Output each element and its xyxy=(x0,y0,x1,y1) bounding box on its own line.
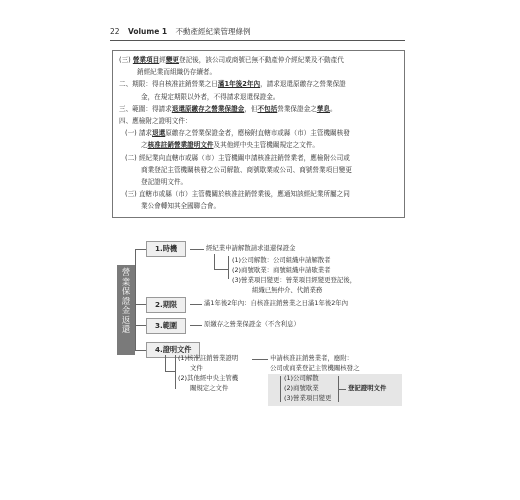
text-line xyxy=(141,140,319,151)
text-line xyxy=(141,201,220,212)
trunk-line xyxy=(135,249,136,350)
text-run: 四、應檢附之證明文件： xyxy=(119,117,192,125)
docs-right-heading-1: 申請核准註銷營業者，應附： xyxy=(270,354,354,362)
text-line xyxy=(119,116,192,127)
side-label-char: 返 xyxy=(121,315,131,326)
text-line xyxy=(125,189,350,200)
period-description: 滿1年後2年內：自核准註銷營業之日滿1年後2年內 xyxy=(204,299,349,307)
text-run: (三) 直轄市或縣（市）主管機關於核准註銷營業後，應通知該經紀業所屬之同 xyxy=(125,190,350,199)
volume-label: Volume 1 xyxy=(127,27,168,36)
node-period: 2.期限 xyxy=(146,297,186,313)
text-line xyxy=(119,55,344,66)
connector xyxy=(214,254,215,270)
timing-item-3: (3)營業項目變更：營業項目經變更登記後， xyxy=(232,276,357,284)
book-title: 不動產經紀業管理條例 xyxy=(175,27,251,36)
emphasized-text: 孳息 xyxy=(316,104,330,113)
docs-right-item-3: (3)營業項目變更 xyxy=(284,394,332,402)
node-scope: 3.範圍 xyxy=(146,318,186,334)
connector xyxy=(190,304,202,305)
connector xyxy=(252,359,268,360)
page-number: 22 xyxy=(110,27,120,36)
docs-right-item-2: (2)商號歇業 xyxy=(284,384,319,392)
docs-conclusion: 登記證明文件 xyxy=(348,384,387,392)
text-run: 及其他經中央主管機關規定之文件。 xyxy=(213,141,320,150)
connector xyxy=(165,371,175,372)
text-run: 之 xyxy=(141,141,148,150)
side-label-char: 業 xyxy=(121,277,131,288)
text-run: 業公會轉知其全國聯合會。 xyxy=(141,202,221,211)
connector xyxy=(165,355,166,372)
text-line xyxy=(125,128,350,139)
node-timing: 1.時機 xyxy=(146,241,186,257)
text-run: (三) xyxy=(119,56,133,64)
emphasized-text: 變更 xyxy=(165,56,179,64)
side-label-char: 證 xyxy=(121,296,131,307)
emphasized-text: 營業項目 xyxy=(132,56,160,64)
bracket xyxy=(228,256,229,279)
text-run: 登記後，該公司或商號已無不動產仲介經紀業及不動產代 xyxy=(179,56,344,64)
emphasized-text: 核准註銷營業證明文件 xyxy=(147,141,214,150)
text-run: 原繳存之營業保證金者，應檢附直轄市或縣（市）主管機關核發 xyxy=(165,129,350,138)
text-line xyxy=(119,104,337,115)
connector xyxy=(190,249,204,250)
text-run: 三、範圍：得請求 xyxy=(119,104,172,113)
text-line xyxy=(137,67,216,78)
text-run: 經 xyxy=(159,56,166,64)
provision-text-box xyxy=(112,50,405,218)
running-header xyxy=(110,26,251,37)
text-run: 營業保證金之 xyxy=(277,104,317,113)
text-line xyxy=(141,92,279,103)
text-run: 商業登記主管機關核發之公司解散、商號歇業或公司、商號營業項目變更 xyxy=(141,165,352,174)
docs-left-item-1-cont: 文件 xyxy=(190,364,203,372)
bracket xyxy=(280,376,281,402)
text-run: 二、期限：得自核准註銷營業之日 xyxy=(119,80,218,89)
text-run: (一) 請求 xyxy=(125,129,153,138)
diagram-side-label xyxy=(117,265,135,355)
emphasized-text: 不包括 xyxy=(257,104,278,113)
docs-left-item-2: (2)其他經中央主管機 xyxy=(178,374,239,382)
header-rule xyxy=(110,40,405,41)
emphasized-text: 退還原繳存之營業保證金 xyxy=(171,104,245,113)
text-line xyxy=(141,165,352,176)
side-label-char: 營 xyxy=(121,268,131,278)
scope-description: 原繳存之營業保證金（不含利息） xyxy=(204,320,300,328)
connector xyxy=(190,325,202,326)
text-run: 登記證明文件。 xyxy=(141,178,188,186)
text-run: 。 xyxy=(330,104,337,113)
connector xyxy=(214,269,228,270)
timing-description: 經紀業申請解散請求退還保證金 xyxy=(206,244,296,252)
text-run: ，請求退還原繳存之營業保證 xyxy=(260,80,346,89)
emphasized-text: 滿1年後2年內 xyxy=(217,80,261,89)
text-run: (二) 經紀業向直轄市或縣（市）主管機關申請核准註銷營業者，應檢附公司或 xyxy=(125,153,350,162)
text-run: 金，在規定期限以外者，不得請求退還保證金。 xyxy=(141,92,280,101)
node-documents: 4.證明文件 xyxy=(146,342,200,358)
text-run: ，但 xyxy=(244,104,258,113)
timing-item-3-cont: 組織已無仲介、代銷業務 xyxy=(252,286,323,294)
docs-right-item-1: (1)公司解散 xyxy=(284,374,319,382)
docs-right-heading-2: 公司或商業登記主管機關核發之 xyxy=(270,364,360,372)
docs-left-item-1: (1)核准註銷營業證明 xyxy=(178,354,239,362)
text-line xyxy=(119,79,346,90)
timing-item-1: (1)公司解散：公司組織申請解散者 xyxy=(232,256,331,264)
side-label-char: 金 xyxy=(121,306,131,316)
text-run: 銷經紀業而組織仍存續者。 xyxy=(137,68,217,77)
timing-item-2: (2)商號歇業：商號組織申請歇業者 xyxy=(232,266,331,274)
side-label-char: 還 xyxy=(121,325,131,335)
emphasized-text: 退還 xyxy=(152,129,166,138)
text-line xyxy=(125,153,350,164)
docs-left-item-2-cont: 關規定之文件 xyxy=(190,384,229,392)
connector xyxy=(338,389,346,390)
bracket xyxy=(175,355,176,389)
side-label-char: 保 xyxy=(121,287,131,297)
text-line xyxy=(141,177,187,188)
